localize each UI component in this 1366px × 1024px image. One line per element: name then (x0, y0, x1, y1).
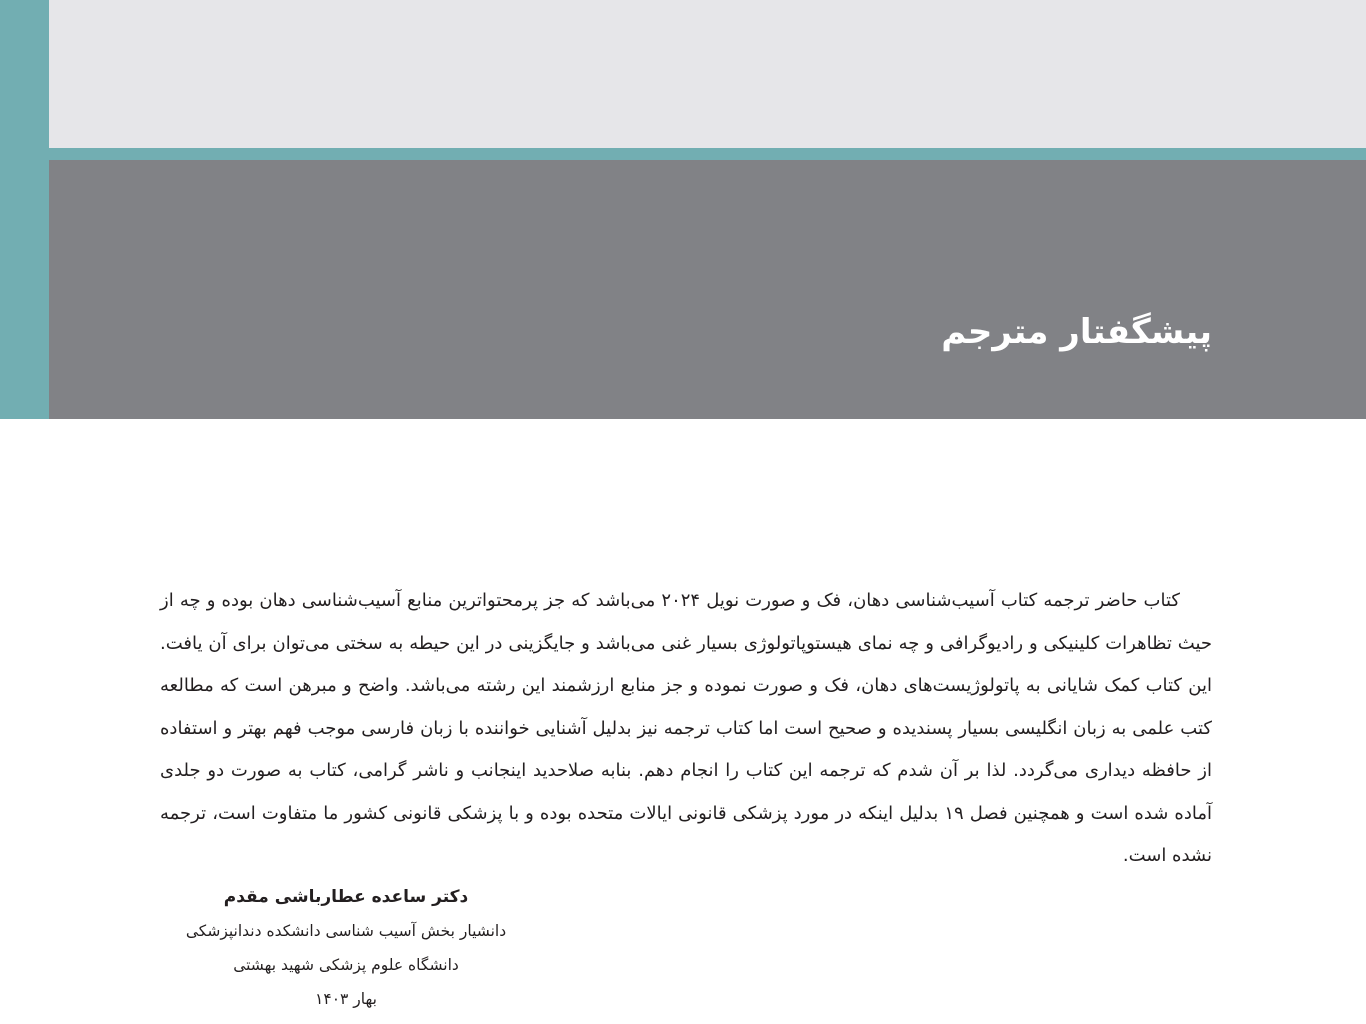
translator-name: دکتر ساعده عطارباشی مقدم (223, 887, 469, 907)
translator-institution: دانشگاه علوم پزشکی شهید بهشتی (233, 956, 459, 974)
preface-paragraph: کتاب حاضر ترجمه کتاب آسیب‌شناسی دهان، فک و صورت نویل ۲۰۲۴ می‌باشد که جز پرمحتواترین منابع آسیب‌شناسی دهان بوده و چه از حیث تظاهرات کلینیکی و رادیوگرافی و چه نمای هیستوپاتولوژی بسیار غنی می‌باشد و جایگزینی در این حیطه به سختی می‌توان برای آن یافت. این کتاب کمک شایانی به پاتولوژیست‌های دهان، فک و صورت نموده و جز منابع ارزشمند این رشته می‌باشد. واضح و مبرهن است که مطالعه کتب علمی به زبان انگلیسی بسیار پسندیده و صحیح است اما کتاب ترجمه نیز بدلیل آشنایی خواننده با زبان فارسی موجب فهم بهتر و استفاده از حافظه دیداری می‌گردد. لذا بر آن شدم که ترجمه این کتاب را انجام دهم. بنابه صلاحدید اینجانب و ناشر گرامی، کتاب به صورت دو جلدی آماده شده است و همچنین فصل ۱۹ بدلیل اینکه در مورد پزشکی قانونی ایالات متحده بوده و با پزشکی قانونی کشور ما متفاوت است، ترجمه نشده است. (160, 590, 1212, 866)
header-title-band (49, 160, 1366, 419)
header-top-band (49, 0, 1366, 148)
signature-date: بهار ۱۴۰۳ (315, 990, 377, 1008)
translator-signature (160, 880, 532, 1016)
header-accent-rule (49, 148, 1366, 160)
side-accent-strip (0, 0, 49, 419)
chapter-title: پیشگفتار مترجم (941, 312, 1212, 352)
translator-position: دانشیار بخش آسیب شناسی دانشکده دندانپزشکی (185, 922, 507, 940)
